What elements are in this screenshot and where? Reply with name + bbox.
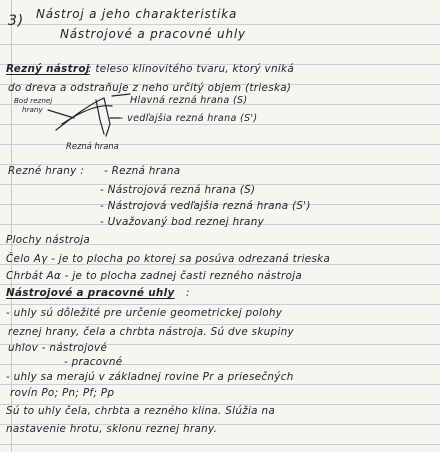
uhly-line-4: - pracovné	[64, 356, 123, 368]
uhly-heading-colon: :	[186, 287, 190, 299]
tool-wedge-left	[56, 98, 104, 130]
rezne-hrany-item-3: - Nástrojová vedľajšia rezná hrana (S')	[100, 200, 311, 212]
pointer-bod	[48, 110, 74, 118]
uhly-line-1: - uhly sú dôležité pre určenie geometrickej polohy	[6, 307, 283, 319]
diagram-label-hlavna: Hlavná rezná hrana (S)	[130, 95, 248, 106]
rezne-hrany-heading: Rezné hrany :	[8, 165, 85, 177]
plochy-line-1: Čelo Aγ - je to plocha po ktorej sa posúva odrezaná trieska	[6, 253, 331, 265]
section-number: 3)	[8, 13, 24, 29]
rezne-hrany-item-2: - Nástrojová rezná hrana (S)	[100, 184, 256, 196]
uhly-line-7: Sú to uhly čela, chrbta a rezného klina. Slúžia na	[6, 405, 275, 417]
uhly-heading: Nástrojové a pracovné uhly	[6, 287, 175, 299]
plochy-heading: Plochy nástroja	[6, 234, 91, 246]
plochy-line-2: Chrbát Aα - je to plocha zadnej časti rezného nástroja	[6, 270, 303, 282]
rezne-hrany-item-1: - Rezná hrana	[104, 165, 181, 177]
uhly-line-5: - uhly sa merajú v základnej rovine Pr a priesečných	[6, 371, 294, 383]
diagram-label-vedlajsia: - vedľajšia rezná hrana (S')	[120, 113, 258, 124]
uhly-line-6: rovín Po; Pn; Pf; Pp	[10, 387, 115, 399]
diagram-label-bod: Bod reznej	[14, 96, 53, 105]
page-title-line1: Nástroj a jeho charakteristika	[36, 7, 238, 21]
uhly-line-3: uhlov - nástrojové	[8, 342, 108, 354]
uhly-line-8: nastavenie hrotu, sklonu reznej hrany.	[6, 423, 218, 435]
tool-edge	[104, 98, 110, 136]
tool-wedge-right	[96, 100, 104, 134]
definition-text-2: do dreva a odstraňuje z neho určitý objem (trieska)	[8, 82, 292, 94]
diagram-label-rezna: Rezná hrana	[66, 141, 119, 151]
uhly-line-2: reznej hrany, čela a chrbta nástroja. Sú dve skupiny	[8, 326, 294, 338]
pointer-hlavna	[112, 94, 130, 96]
rezne-hrany-item-4: - Uvažovaný bod reznej hrany	[100, 216, 265, 228]
diagram-label-hrany: hrany	[22, 105, 43, 114]
wood-surface	[62, 106, 112, 124]
definition-text-1: : teleso klinovitého tvaru, ktorý vniká	[88, 63, 295, 75]
definition-term: Rezný nástroj	[6, 63, 90, 75]
page-title-line2: Nástrojové a pracovné uhly	[60, 27, 246, 41]
